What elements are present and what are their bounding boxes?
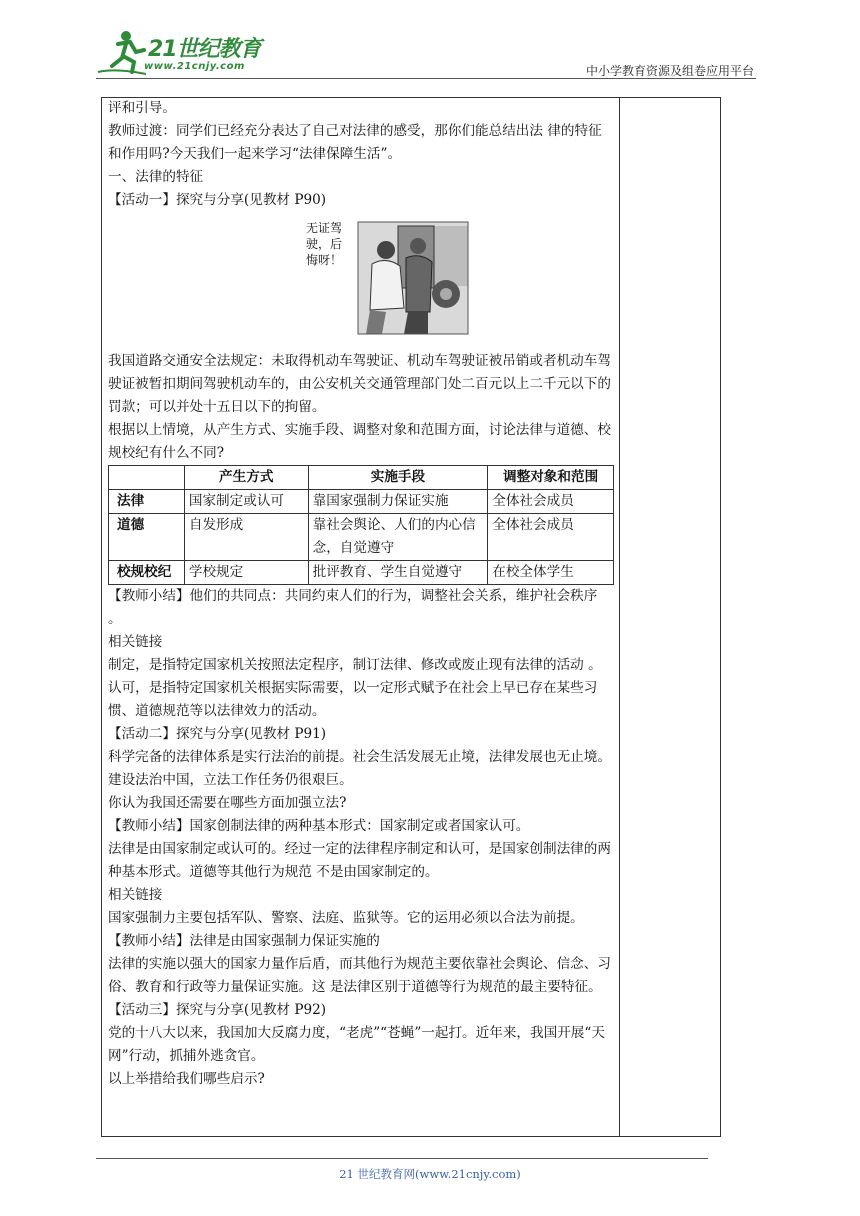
row-label: 校规校纪 xyxy=(109,561,185,585)
paragraph: 你认为我国还需要在哪些方面加强立法? xyxy=(108,795,347,811)
caption-line-1: 无证驾 xyxy=(306,221,343,235)
table-row xyxy=(109,490,614,514)
row-label: 法律 xyxy=(109,490,185,514)
activity-heading: 【活动二】探究与分享(见教材 P91) xyxy=(108,726,327,742)
caption-line-3: 悔呀！ xyxy=(306,253,343,267)
table-cell: 学校规定 xyxy=(184,561,308,585)
activity-heading: 【活动三】探究与分享(见教材 P92) xyxy=(108,1002,327,1018)
comparison-table xyxy=(108,465,614,585)
paragraph: 国家强制力主要包括军队、警察、法庭、监狱等。它的运用必须以合法为前提。 xyxy=(108,910,584,926)
section-heading: 一、法律的特征 xyxy=(108,169,204,185)
paragraph: 根据以上情境，从产生方式、实施手段、调整对象和范围方面，讨论法律与道德、校规校纪有什么不同? xyxy=(108,422,611,461)
paragraph: 相关链接 xyxy=(108,634,163,650)
paragraph: 党的十八大以来，我国加大反腐力度，“老虎”“苍蝇”一起打。近年来，我国开展“天网”行动，抓捕外逃贪官。 xyxy=(108,1025,605,1064)
paragraph: 评和引导。 xyxy=(108,100,176,116)
table-header-cell: 调整对象和范围 xyxy=(488,466,614,490)
paragraph: 【教师小结】国家创制法律的两种基本形式：国家制定或者国家认可。 xyxy=(108,818,530,834)
paragraph: 我国道路交通安全法规定：未取得机动车驾驶证、机动车驾驶证被吊销或者机动车驾驶证被暂扣期间驾驶机动车的，由公安机关交通管理部门处二百元以上二千元以下的罚款；可以并处十五日以下的拘留。 xyxy=(108,353,611,415)
table-cell: 靠社会舆论、人们的内心信念，自觉遵守 xyxy=(308,514,488,561)
header-divider xyxy=(96,78,756,79)
table-cell: 全体社会成员 xyxy=(488,490,614,514)
table-cell: 靠国家强制力保证实施 xyxy=(308,490,488,514)
paragraph: 法律的实施以强大的国家力量作后盾，而其他行为规范主要依靠社会舆论、信念、习俗、教育和行政等力量保证实施。这 是法律区别于道德等行为规范的最主要特征。 xyxy=(108,956,611,995)
table-row xyxy=(109,561,614,585)
platform-title: 中小学教育资源及组卷应用平台 xyxy=(585,64,754,78)
table-cell: 自发形成 xyxy=(184,514,308,561)
page-header xyxy=(96,28,756,80)
notes-column-divider xyxy=(619,97,620,1137)
paragraph: 以上举措给我们哪些启示? xyxy=(108,1071,265,1087)
paragraph: 制定，是指特定国家机关按照法定程序，制订法律、修改或废止现有法律的活动 。 xyxy=(108,657,602,673)
paragraph: 【教师小结】法律是由国家强制力保证实施的 xyxy=(108,933,380,949)
table-header-cell xyxy=(109,466,185,490)
paragraph: 相关链接 xyxy=(108,887,163,903)
paragraph: 【教师小结】他们的共同点：共同约束人们的行为，调整社会关系，维护社会秩序 。 xyxy=(108,588,598,627)
activity-heading: 【活动一】探究与分享(见教材 P90) xyxy=(108,192,327,208)
traffic-police-illustration xyxy=(306,216,516,340)
table-cell: 国家制定或认可 xyxy=(184,490,308,514)
table-header-row xyxy=(109,466,614,490)
table-header-cell: 实施手段 xyxy=(308,466,488,490)
paragraph: 认可，是指特定国家机关根据实际需要，以一定形式赋予在社会上早已存在某些习惯、道德规范等以法律效力的活动。 xyxy=(108,680,598,719)
paragraph: 科学完备的法律体系是实行法治的前提。社会生活发展无止境，法律发展也无止境。建设法治中国，立法工作任务仍很艰巨。 xyxy=(108,749,611,788)
illustration xyxy=(108,216,614,344)
footer-link[interactable]: 21 世纪教育网(www.21cnjy.com) xyxy=(339,1167,521,1181)
table-cell: 批评教育、学生自觉遵守 xyxy=(308,561,488,585)
table-cell: 在校全体学生 xyxy=(488,561,614,585)
caption-line-2: 驶，后 xyxy=(306,237,343,251)
table-row xyxy=(109,514,614,561)
lesson-content xyxy=(108,97,614,1091)
logo-url: www.21cnjy.com xyxy=(144,61,245,72)
paragraph: 法律是由国家制定或认可的。经过一定的法律程序制定和认可，是国家创制法律的两种基本形式。道德等其他行为规范 不是由国家制定的。 xyxy=(108,841,611,880)
logo-text: 21世纪教育 xyxy=(148,37,261,62)
footer-divider xyxy=(96,1158,708,1159)
logo xyxy=(96,28,266,78)
paragraph: 教师过渡：同学们已经充分表达了自己对法律的感受，那你们能总结出法 律的特征和作用吗?今天我们一起来学习“法律保障生活”。 xyxy=(108,123,602,162)
table-cell: 全体社会成员 xyxy=(488,514,614,561)
row-label: 道德 xyxy=(109,514,185,561)
table-header-cell: 产生方式 xyxy=(184,466,308,490)
